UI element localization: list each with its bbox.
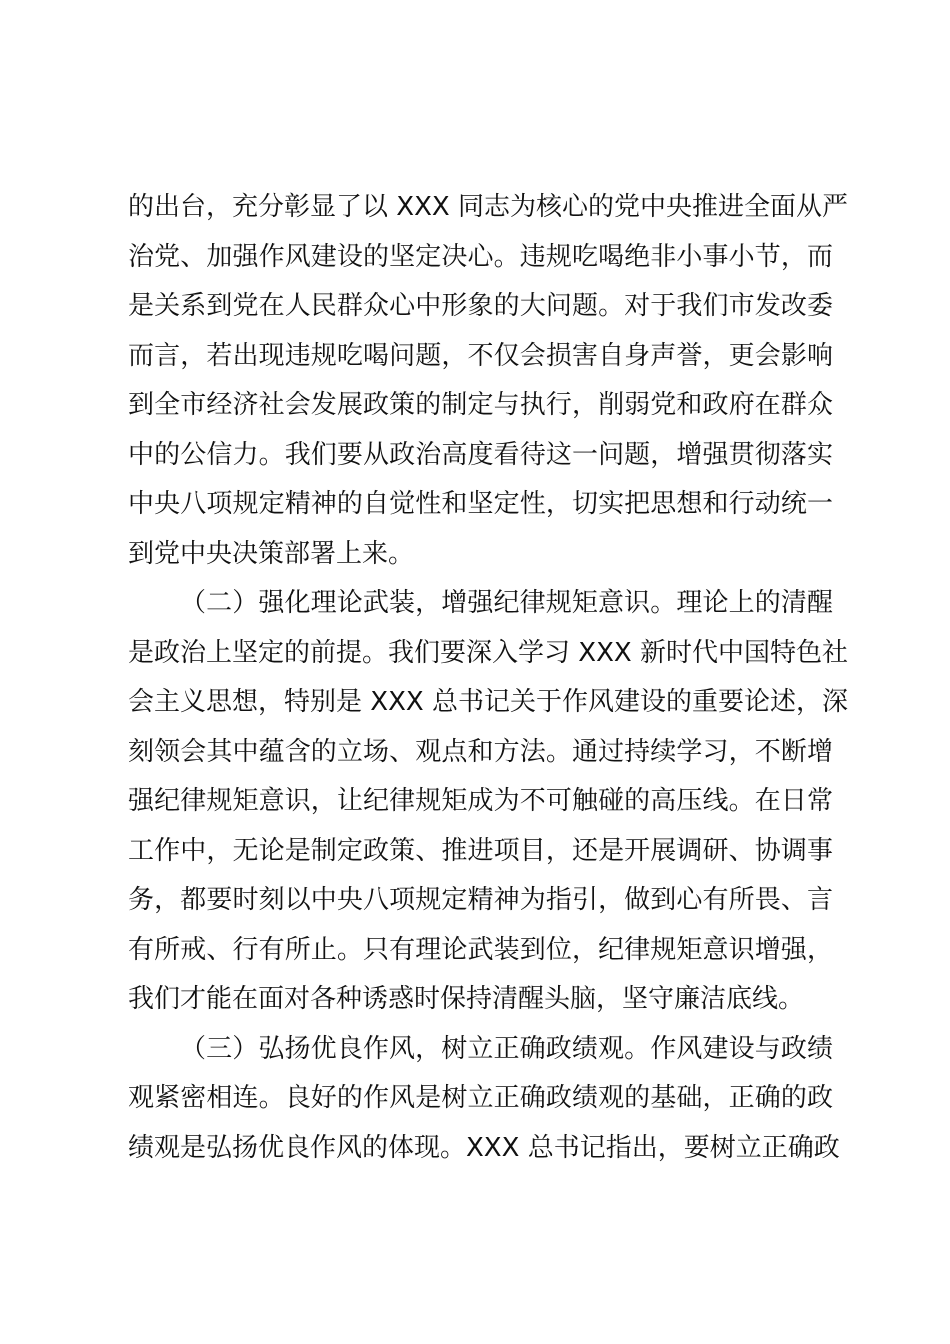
text-line-5: 到全市经济社会发展政策的制定与执行，削弱党和政府在群众 (128, 390, 833, 420)
text-line-17: 我们才能在面对各种诱惑时保持清醒头脑，坚守廉洁底线。 (128, 984, 805, 1014)
text-line-15: 务，都要时刻以中央八项规定精神为指引，做到心有所畏、言 (128, 885, 833, 915)
text-line-8: 到党中央决策部署上来。 (128, 538, 415, 569)
text-line-6: 中的公信力。我们要从政治高度看待这一问题，增强贯彻落实 (128, 439, 833, 470)
text-line-13: 强纪律规矩意识，让纪律规矩成为不可触碰的高压线。在日常 (128, 786, 833, 816)
text-line-11: 会主义思想，特别是 XXX 总书记关于作风建设的重要论述，深 (128, 687, 848, 717)
body-text (128, 183, 848, 1173)
section-heading-2: （二）强化理论武装，增强纪律规矩意识。理论上的清醒 (180, 588, 833, 618)
text-line-7: 中央八项规定精神的自觉性和坚定性，切实把思想和行动统一 (128, 489, 833, 519)
text-line-2: 治党、加强作风建设的坚定决心。违规吃喝绝非小事小节，而 (128, 241, 833, 272)
text-line-20: 绩观是弘扬优良作风的体现。XXX 总书记指出，要树立正确政 (128, 1132, 840, 1163)
text-line-19: 观紧密相连。良好的作风是树立正确政绩观的基础，正确的政 (128, 1083, 833, 1113)
text-line-3: 是关系到党在人民群众心中形象的大问题。对于我们市发改委 (128, 291, 833, 321)
text-line-4: 而言，若出现违规吃喝问题，不仅会损害自身声誉，更会影响 (128, 340, 833, 371)
text-line-12: 刻领会其中蕴含的立场、观点和方法。通过持续学习，不断增 (128, 736, 833, 767)
text-line-1: 的出台，充分彰显了以 XXX 同志为核心的党中央推进全面从严 (128, 192, 848, 222)
text-line-10: 是政治上坚定的前提。我们要深入学习 XXX 新时代中国特色社 (128, 637, 848, 668)
text-line-16: 有所戒、行有所止。只有理论武装到位，纪律规矩意识增强， (128, 934, 833, 965)
text-line-14: 工作中，无论是制定政策、推进项目，还是开展调研、协调事 (128, 835, 833, 866)
section-heading-3: （三）弘扬优良作风，树立正确政绩观。作风建设与政绩 (180, 1033, 833, 1064)
